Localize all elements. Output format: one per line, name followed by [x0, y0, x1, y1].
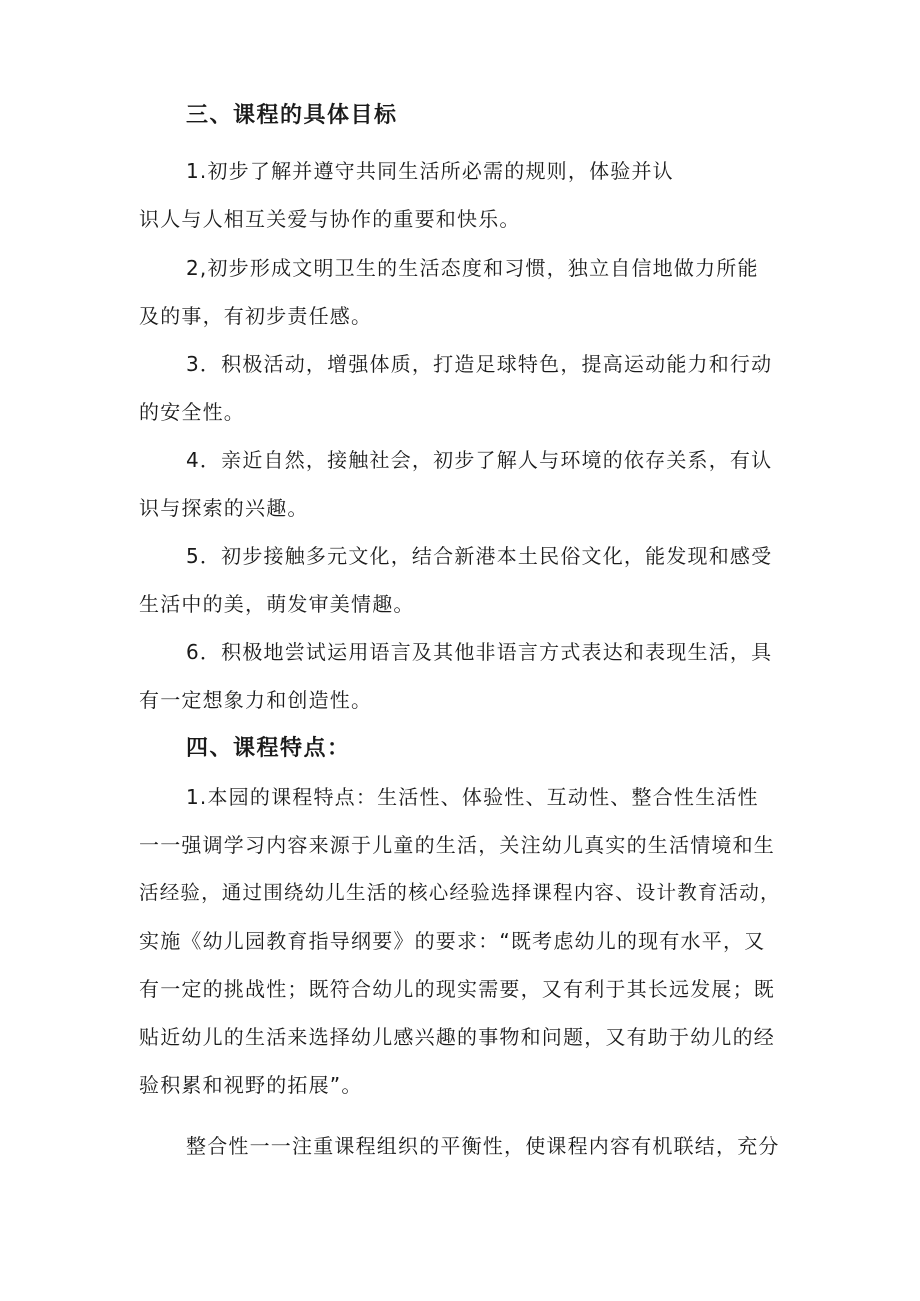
goal-6-line-2: 有一定想象力和创造性。 [139, 688, 373, 712]
goal-1-line-2: 识人与人相互关爱与协作的重要和快乐。 [139, 207, 521, 231]
goal-2-line-1: 2,初步形成文明卫生的生活态度和习惯，独立自信地做力所能 [186, 256, 759, 280]
features-line-3: 活经验，通过围绕幼儿生活的核心经验选择课程内容、设计教育活动， [139, 881, 781, 904]
goal-3-line-1: 3．积极活动，增强体质，打造足球特色，提高运动能力和行动 [186, 352, 773, 376]
features-line-2: 一一强调学习内容来源于儿童的生活，关注幼儿真实的生活情境和生 [139, 833, 775, 857]
features-line-7: 验积累和视野的拓展”。 [139, 1073, 363, 1097]
features-line-4: 实施《幼儿园教育指导纲要》的要求：“既考虑幼儿的现有水平，又 [139, 929, 766, 953]
goal-3-line-2: 的安全性。 [139, 400, 245, 424]
goal-6-line-1: 6．积极地尝试运用语言及其他非语言方式表达和表现生活，具 [186, 640, 773, 664]
goal-4-line-1: 4．亲近自然，接触社会，初步了解人与环境的依存关系，有认 [186, 448, 773, 472]
goal-1-line-1: 1.初步了解并遵守共同生活所必需的规则，体验并认 [186, 159, 674, 183]
features-line-1: 1.本园的课程特点：生活性、体验性、互动性、整合性生活性 [186, 785, 759, 809]
goal-2-line-2: 及的事，有初步责任感。 [139, 304, 373, 328]
goal-5-line-2: 生活中的美，萌发审美情趣。 [139, 592, 415, 616]
goal-5-line-1: 5．初步接触多元文化，结合新港本土民俗文化，能发现和感受 [186, 544, 773, 568]
section-3-heading: 三、课程的具体目标 [186, 103, 398, 128]
features-line-5: 有一定的挑战性；既符合幼儿的现实需要，又有利于其长远发展；既 [139, 977, 775, 1001]
goal-4-line-2: 识与探索的兴趣。 [139, 496, 309, 520]
integration-line-1: 整合性一一注重课程组织的平衡性，使课程内容有机联结，充分 [186, 1134, 780, 1158]
section-4-heading: 四、课程特点： [186, 736, 351, 761]
features-line-6: 贴近幼儿的生活来选择幼儿感兴趣的事物和问题，又有助于幼儿的经 [139, 1025, 775, 1049]
